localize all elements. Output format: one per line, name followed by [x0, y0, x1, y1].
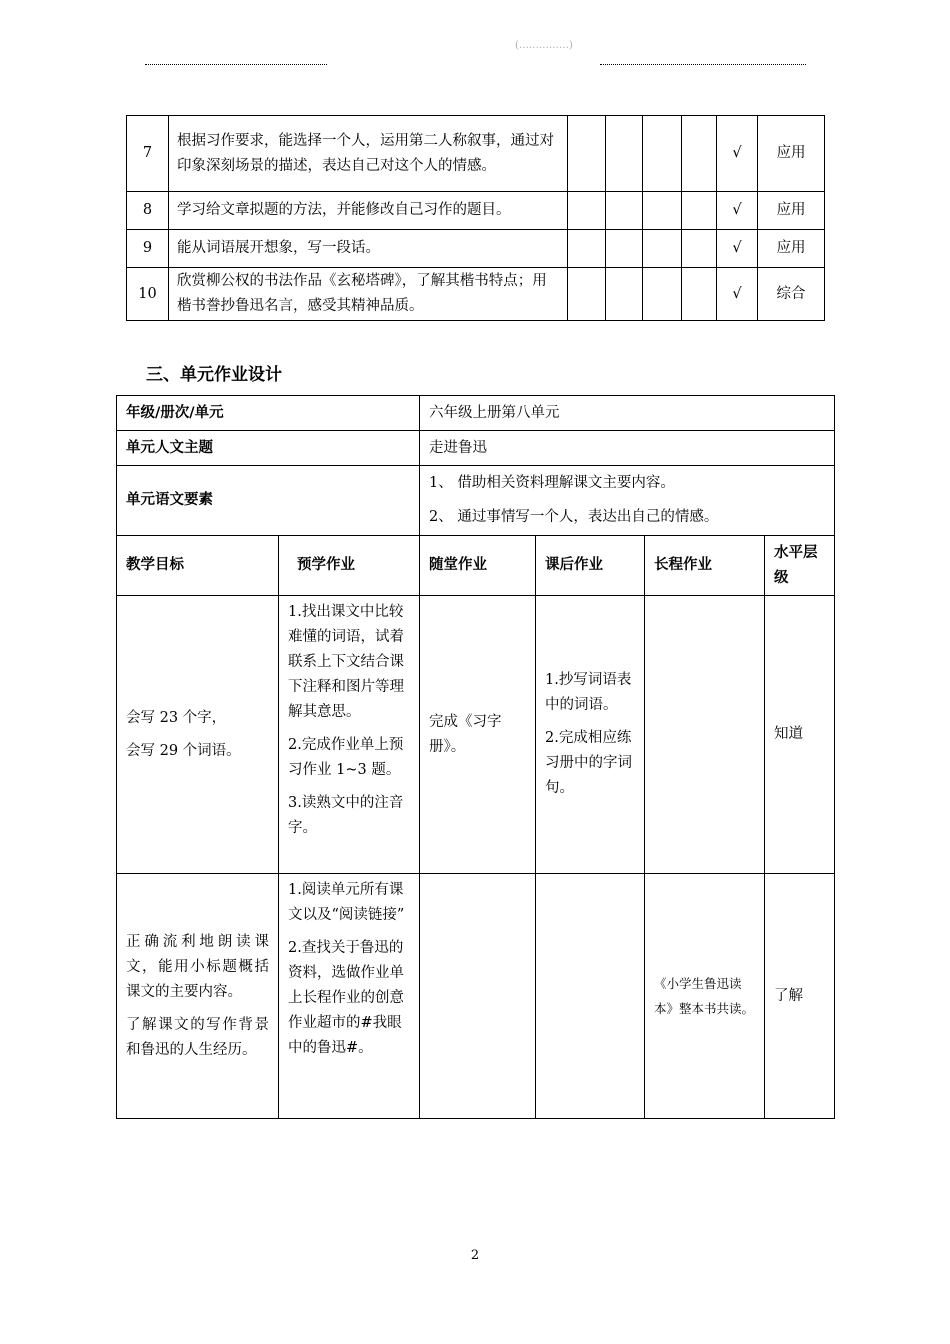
pre-homework-item: 1.找出课文中比较难懂的词语，试着联系上下文结合课下注释和图片等理解其意思。 — [288, 604, 404, 720]
table-row — [117, 396, 835, 431]
objective-text: 能从词语展开想象，写一段话。 — [169, 230, 568, 268]
element-item: 2、 通过事情写一个人，表达出自己的情感。 — [429, 509, 719, 525]
goal-text: 会写 23 个字， — [126, 709, 227, 726]
class-homework-cell: 完成《习字册》。 — [420, 596, 536, 874]
table-row — [127, 192, 825, 230]
table-row — [117, 874, 835, 1119]
column-header: 长程作业 — [645, 536, 765, 596]
after-homework-item: 2.完成相应练习册中的字词句。 — [545, 730, 632, 796]
table-row — [117, 431, 835, 466]
elements-label: 单元语文要素 — [117, 466, 420, 536]
check-mark: √ — [717, 268, 758, 321]
objective-text: 根据习作要求，能选择一个人，运用第二人称叙事，通过对印象深刻场景的描述，表达自己对这个人的情感。 — [169, 116, 568, 192]
after-homework-item: 1.抄写词语表中的词语。 — [545, 672, 632, 713]
after-homework-cell — [536, 874, 645, 1119]
column-header: 水平层级 — [765, 536, 835, 596]
table-header-row — [117, 536, 835, 596]
after-homework-cell — [536, 596, 645, 874]
theme-label: 单元人文主题 — [117, 431, 420, 466]
pre-homework-item: 3.读熟文中的注音字。 — [288, 795, 404, 836]
goal-text: 正确流利地朗读课文，能用小标题概括课文的主要内容。 — [126, 933, 269, 1000]
unit-design-table — [116, 395, 835, 1119]
objectives-table — [126, 115, 825, 321]
header-rule-right — [600, 64, 806, 65]
check-mark: √ — [717, 230, 758, 268]
header-rule-left — [145, 64, 327, 65]
level: 综合 — [758, 268, 825, 321]
grade-label: 年级/册次/单元 — [117, 396, 420, 431]
section-title: 三、单元作业设计 — [146, 365, 282, 385]
table-row — [127, 230, 825, 268]
pre-homework-item: 2.查找关于鲁迅的资料，选做作业单上长程作业的创意作业超市的#我眼中的鲁迅#。 — [288, 940, 404, 1056]
goal-cell — [117, 874, 279, 1119]
class-homework-cell — [420, 874, 536, 1119]
pre-homework-item: 2.完成作业单上预习作业 1~3 题。 — [288, 737, 404, 778]
column-header: 预学作业 — [279, 536, 420, 596]
pre-homework-cell — [279, 874, 420, 1119]
row-number: 10 — [127, 268, 169, 321]
long-homework-cell — [645, 596, 765, 874]
column-header: 课后作业 — [536, 536, 645, 596]
row-number: 9 — [127, 230, 169, 268]
objective-text: 学习给文章拟题的方法，并能修改自己习作的题目。 — [169, 192, 568, 230]
pre-homework-cell — [279, 596, 420, 874]
header-text: (……………) — [515, 40, 573, 51]
long-homework-cell: 《小学生鲁迅读本》整本书共读。 — [645, 874, 765, 1119]
element-item: 1、 借助相关资料理解课文主要内容。 — [429, 475, 675, 491]
goal-cell — [117, 596, 279, 874]
row-number: 8 — [127, 192, 169, 230]
level: 应用 — [758, 192, 825, 230]
level: 应用 — [758, 116, 825, 192]
table-row — [127, 268, 825, 321]
table-row — [127, 116, 825, 192]
objective-text: 欣赏柳公权的书法作品《玄秘塔碑》，了解其楷书特点；用楷书誊抄鲁迅名言，感受其精神品质。 — [169, 268, 568, 321]
level-cell: 了解 — [765, 874, 835, 1119]
table-row — [117, 596, 835, 874]
check-mark: √ — [717, 116, 758, 192]
table-row — [117, 466, 835, 536]
row-number: 7 — [127, 116, 169, 192]
pre-homework-item: 1.阅读单元所有课文以及“阅读链接” — [288, 882, 405, 923]
goal-text: 会写 29 个词语。 — [126, 742, 241, 759]
grade-value: 六年级上册第八单元 — [420, 396, 835, 431]
check-mark: √ — [717, 192, 758, 230]
level-cell: 知道 — [765, 596, 835, 874]
column-header: 随堂作业 — [420, 536, 536, 596]
goal-text: 了解课文的写作背景和鲁迅的人生经历。 — [126, 1016, 269, 1058]
column-header: 教学目标 — [117, 536, 279, 596]
theme-value: 走进鲁迅 — [420, 431, 835, 466]
elements-value — [420, 466, 835, 536]
level: 应用 — [758, 230, 825, 268]
page-number: 2 — [470, 1248, 480, 1263]
